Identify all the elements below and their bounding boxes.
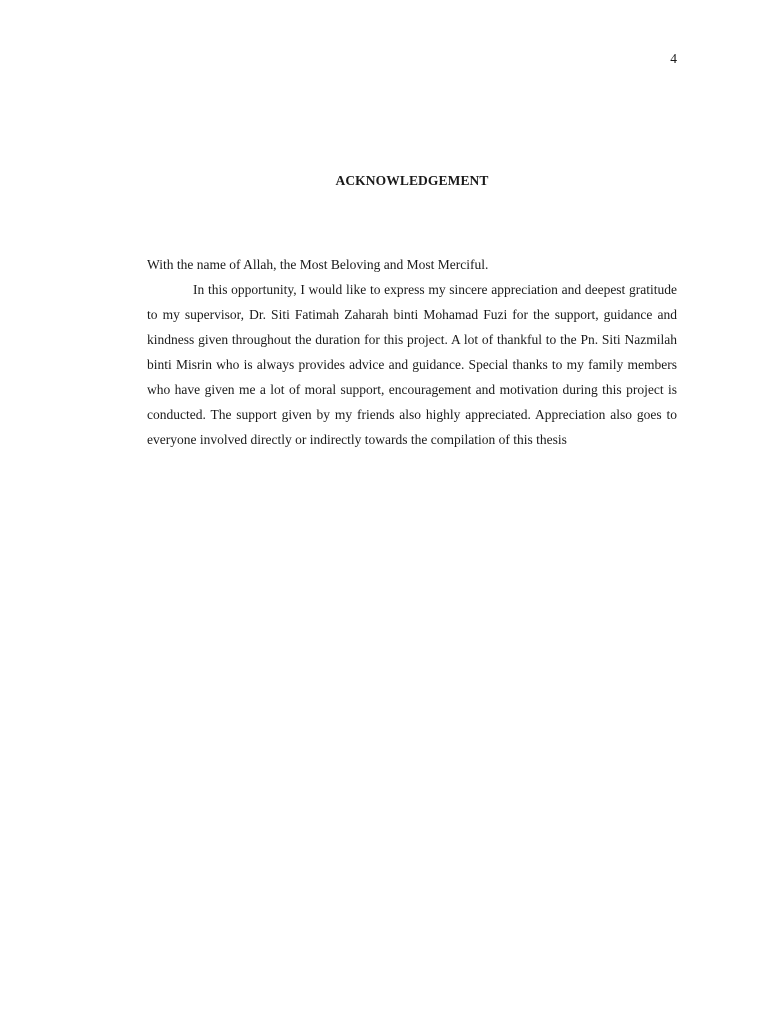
page-number: 4	[670, 51, 677, 66]
acknowledgement-body	[147, 252, 677, 452]
acknowledgement-paragraph: In this opportunity, I would like to express my sincere appreciation and deepest gratitude to my supervisor, Dr. Siti Fatimah Zaharah binti Mohamad Fuzi for the support, guidance and kindness given throughout the duration for this project. A lot of thankful to the Pn. Siti Nazmilah binti Misrin who is always provides advice and guidance. Special thanks to my family members who have given me a lot of moral support, encouragement and motivation during this project is conducted. The support given by my friends also highly appreciated. Appreciation also goes to everyone involved directly or indirectly towards the compilation of this thesis	[147, 282, 677, 447]
page-title: ACKNOWLEDGEMENT	[335, 173, 489, 188]
opening-line: With the name of Allah, the Most Beloving and Most Merciful.	[147, 257, 489, 272]
